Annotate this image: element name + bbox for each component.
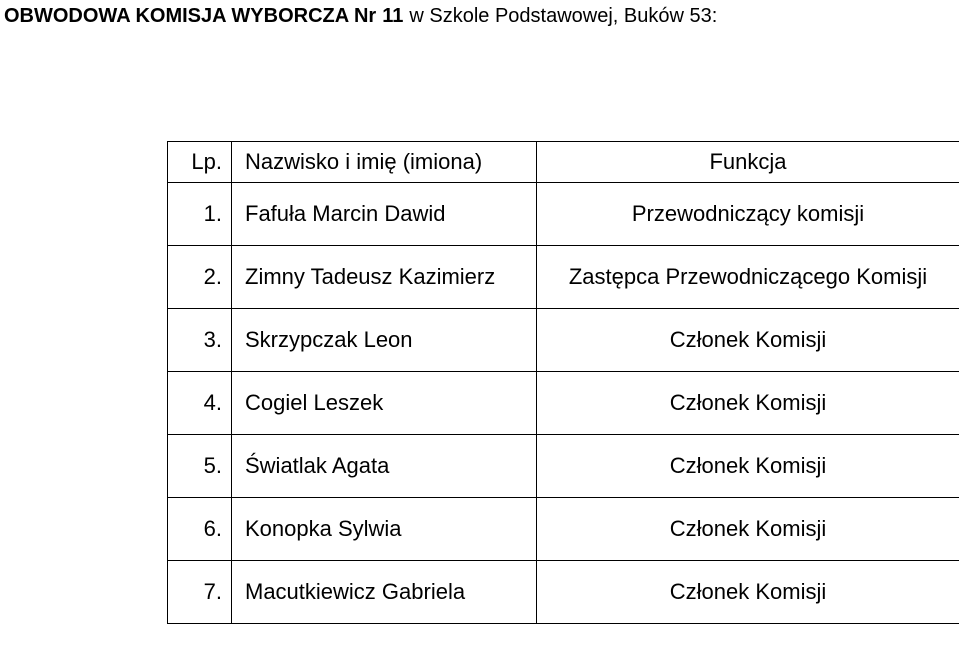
table-header-row [168,142,959,183]
header-lp: Lp. [168,142,232,183]
header-name: Nazwisko i imię (imiona) [232,142,537,183]
row-name: Cogiel Leszek [232,372,537,435]
row-name: Fafuła Marcin Dawid [232,183,537,246]
row-function: Zastępca Przewodniczącego Komisji [537,246,959,309]
row-name: Konopka Sylwia [232,498,537,561]
row-lp: 4. [168,372,232,435]
table-row [168,246,959,309]
table-row [168,309,959,372]
table-row [168,498,959,561]
row-lp: 5. [168,435,232,498]
row-lp: 2. [168,246,232,309]
heading-title: OBWODOWA KOMISJA WYBORCZA Nr [4,5,377,27]
commission-members-table [167,141,959,624]
table-row [168,372,959,435]
row-function: Członek Komisji [537,309,959,372]
row-name: Zimny Tadeusz Kazimierz [232,246,537,309]
row-lp: 1. [168,183,232,246]
row-lp: 3. [168,309,232,372]
row-name: Światlak Agata [232,435,537,498]
row-lp: 6. [168,498,232,561]
header-function: Funkcja [537,142,959,183]
table-row [168,561,959,624]
row-lp: 7. [168,561,232,624]
heading-location: w Szkole Podstawowej, Buków 53: [409,5,718,27]
row-function: Przewodniczący komisji [537,183,959,246]
heading-commission-number: 11 [382,5,404,27]
table-row [168,435,959,498]
row-function: Członek Komisji [537,372,959,435]
row-function: Członek Komisji [537,498,959,561]
row-name: Skrzypczak Leon [232,309,537,372]
document-heading [4,4,717,28]
row-function: Członek Komisji [537,561,959,624]
row-name: Macutkiewicz Gabriela [232,561,537,624]
table-row [168,183,959,246]
row-function: Członek Komisji [537,435,959,498]
